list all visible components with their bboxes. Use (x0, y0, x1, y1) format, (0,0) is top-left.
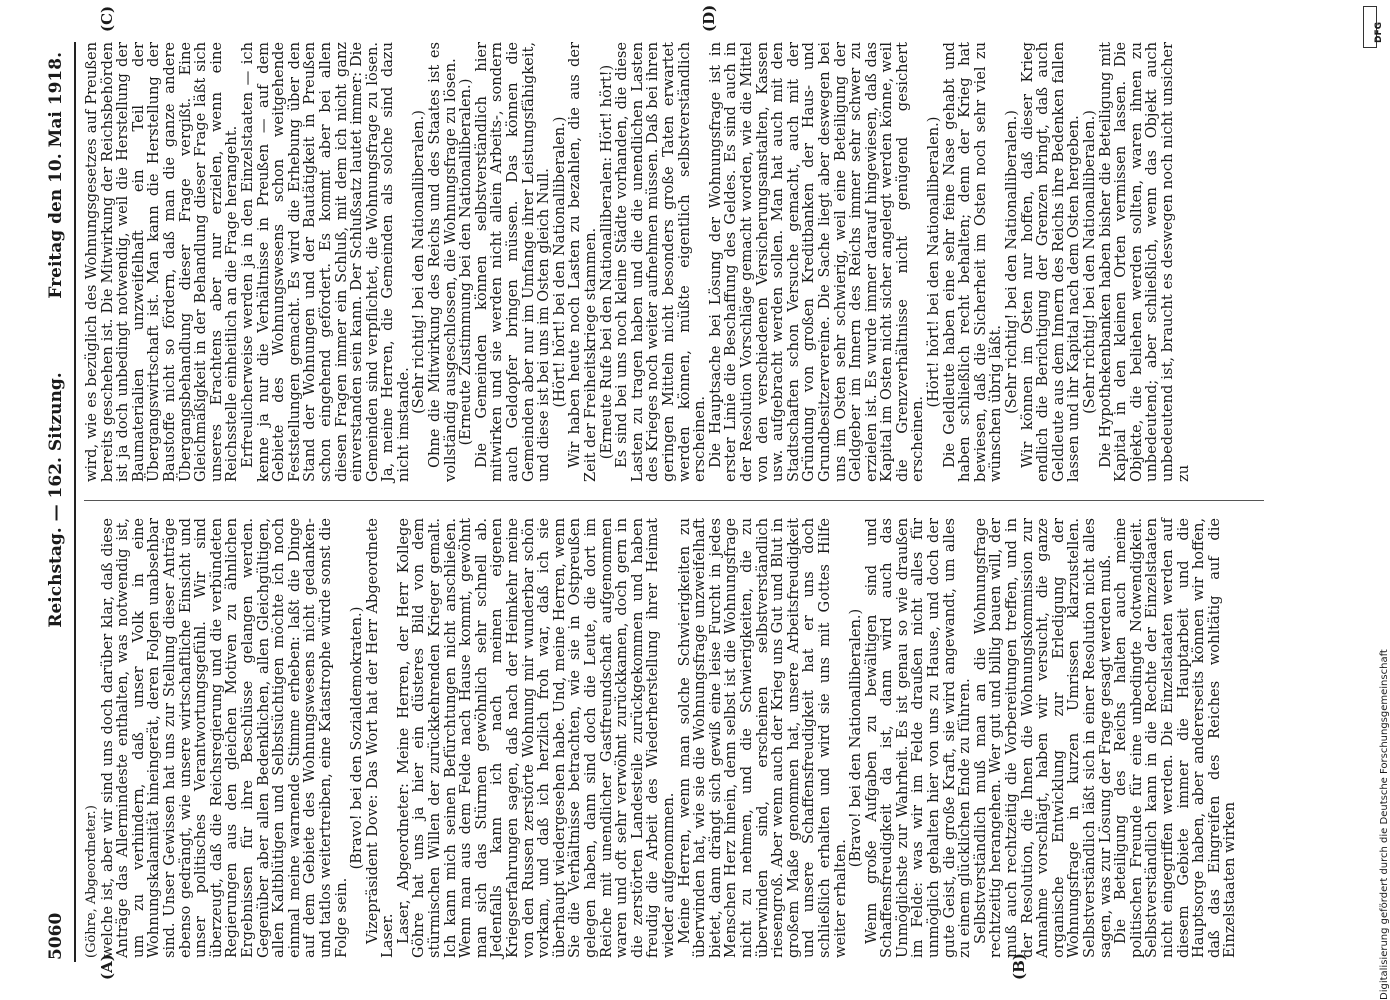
right-column (84, 42, 1264, 482)
interjection: (Sehr richtig! bei den Nationalliberalen.) (410, 110, 428, 414)
paragraph: Die Beteiligung des Reichs halten auch meine politischen Freunde für eine unbedingte Notwendigkeit. Selbstverständlich kann in die Rechte der Einzelstaaten nicht eingegriffen werden. Die Einzelstaaten werden auf diesem Gebiete immer die Hauptarbeit und die Hauptsorge haben, aber andererseits können wir hoffen, daß das Eingreifen des Reiches wohltätig auf die Einzelstaaten wirken (1112, 518, 1239, 958)
paragraph: Wir haben heute noch Lasten zu bezahlen, die aus der Zeit der Freiheitskriege stammen. (566, 42, 599, 482)
paragraph: Vizepräsident Dove: Das Wort hat der Herr Abgeordnete Laser. (363, 518, 397, 958)
paragraph: wird, wie es bezüglich des Wohnungsgesetzes auf Preußen bereits geschehen ist. Die Mitwirkung der Reichsbehörden ist ja doch unbedingt notwendig, weil die Herstellung der Baumaterialien unzweifelhaft ein Teil der Übergangswirtschaft ist. Man kann die Herstellung der Baustoffe nicht so fördern, daß man die ganze andere Übergangsbehandlung dieser Frage vergißt. Eine Gleichmäßigkeit in der Behandlung dieser Frage läßt sich unseres Erachtens aber nur erzielen, wenn eine Reichsstelle einheitlich an die Frage herangeht. (83, 42, 241, 482)
interjection: (Bravo! bei den Sozialdemokraten.) (348, 606, 366, 870)
header-rule (74, 42, 76, 962)
interjection: (Hört! hört! bei den Nationalliberalen.) (925, 116, 943, 408)
interjection: (Erneute Rufe bei den Nationalliberalen: Hört! hört!) (597, 64, 615, 460)
paragraph: Die Hauptsache bei Lösung der Wohnungsfrage ist in erster Linie die Beschaffung des Geldes. Es sind auch in der Resolution Vorschläge gemacht worden, wie die Mittel von den verschiedenen Versicherungsanstalten, Kassen usw. aufgebracht werden sollen. Man hat auch mit den Stadtschaften schon Versuche gemacht, auch mit der Gründung von großen Kreditbanken der Haus- und Grundbesitzervereine. Die Sache liegt aber deswegen bei uns im Osten sehr schwierig, weil eine Beteiligung der Geldgeber im Innern des Reichs immer sehr schwer zu erzielen ist. Es wurde immer darauf hingewiesen, daß das Kapital im Osten nicht sicher angelegt werden könne, weil die Grenzverhältnisse nicht genügend gesichert erscheinen. (706, 42, 927, 482)
interjection: (Sehr richtig! bei den Nationalliberalen.) (1003, 110, 1021, 414)
margin-mark-d: (D) (700, 4, 718, 32)
paragraph: Die Geldleute haben eine sehr feine Nase gehabt und haben schließlich recht behalten; denn der Krieg hat bewiesen, daß die Sicherheit im Osten noch sehr viel zu wünschen übrig läßt. (940, 42, 1005, 482)
session-title: Reichstag. — 162. Sitzung. (46, 372, 66, 628)
margin-mark-b: (B) (1010, 953, 1028, 980)
paragraph: Die Gemeinden können selbstverständlich hier mitwirken und sie werden nicht allein Arbeits-, sondern auch Geldopfer bringen müssen. Das können die Gemeinden aber nur im Umfange ihrer Leistungsfähigkeit, und diese ist bei uns im Osten gleich Null. (472, 42, 553, 482)
interjection: (Erneute Zustimmung bei den Nationalliberalen.) (457, 78, 475, 446)
dfg-logo: DFG (1363, 6, 1377, 48)
paragraph: Wir können im Osten nur hoffen, daß dieser Krieg endlich die Berichtigung der Grenzen bringt, daß auch Geldleute aus dem Innern des Reichs ihre Bedenken fallen lassen und ihr Kapital nach dem Osten hergeben. (1018, 42, 1083, 482)
paragraph: welche ist, aber wir sind uns doch darüber klar, daß diese Anträge das Allermindeste enthalten, was notwendig ist, um zu verhindern, daß unser Volk in eine Wohnungskalamität hineingerät, deren Folgen unabsehbar sind. Unser Gewissen hat uns zur Stellung dieser Anträge ebenso gedrängt, wie unsere wirtschaftliche Einsicht und unser politisches Verantwortungsgefühl. Wir sind überzeugt, daß die Reichsregierung und die verbündeten Regierungen aus den gleichen Motiven zu ähnlichen Ergebnissen für ihre Beschlüsse gelangen werden. Gegenüber aber allen Bedenklichen, allen Gleichgültigen, allen Kaltblütigen und Selbstsüchtigen möchte ich noch einmal meine warnende Stimme erheben: laßt die Dinge auf dem Gebiete des Wohnungswesens nicht gedanken- und tatlos weitertreiben, eine Katastrophe würde sonst die Folge sein. (98, 518, 350, 958)
margin-mark-c: (C) (98, 5, 116, 32)
speaker-note: (Göhre, Abgeordneter.) (84, 805, 99, 958)
session-date: Freitag den 10. Mai 1918. (46, 52, 66, 299)
paragraph: Die Hypothekenbanken haben bisher die Beteiligung mit Kapital in den kleinen Orten vermissen lassen. Die Objekte, die beliehen werden sollten, waren ihnen zu unbedeutend; aber schließlich, wenn das Objekt auch unbedeutend ist, braucht es deswegen noch nicht unsicher zu (1096, 42, 1192, 482)
margin-mark-a: (A) (98, 954, 116, 980)
paragraph: Wenn große Aufgaben zu bewältigen sind und Schaffensfreudigkeit da ist, dann wird auch das Unmöglichste zur Wahrheit. Es ist genau so wie draußen im Felde: was wir im Felde draußen nicht alles für unmöglich gehalten hier von uns zu Hause, und doch der gute Geist, die große Kraft, sie wird angewandt, um alles zu einem glücklichen Ende zu führen. (862, 518, 974, 958)
left-column (84, 518, 1264, 958)
paragraph: Ohne die Mitwirkung des Reichs und des Staates ist es vollständig ausgeschlossen, die Wohnungsfrage zu lösen. (426, 42, 459, 482)
paragraph: Meine Herren, wenn man solche Schwierigkeiten zu überwinden hat, wie sie die Wohnungsfrage unzweifelhaft bietet, dann drängt sich gewiß eine leise Furcht in jedes Menschen Herz hinein, denn selbst ist die Wohnungsfrage nicht zu nehmen, und die Schwierigkeiten, die zu überwinden sind, erscheinen selbstverständlich riesengroß. Aber wenn auch der Krieg uns Gut und Blut in großem Maße genommen hat, unsere Arbeitsfreudigkeit und unsere Schaffensfreudigkeit hat er uns doch schließlich erhalten und wird sie uns mit Gottes Hilfe weiter erhalten. (675, 518, 849, 958)
interjection: (Hört! hört! bei den Nationalliberalen.) (550, 116, 568, 408)
interjection: (Bravo! bei den Nationalliberalen.) (847, 608, 865, 868)
paragraph: Selbstverständlich muß man an die Wohnungsfrage rechtzeitig herangehen. Wer gut und billig bauen will, der muß auch rechtzeitig die Vorbereitungen treffen, und in der Resolution, die Ihnen die Wohnungskommission zur Annahme vorschlägt, haben wir versucht, die ganze organische Entwicklung zur Erledigung der Wohnungsfrage in kurzen Umrissen klarzustellen. Selbstverständlich läßt sich in einer Resolution nicht alles sagen, was zur Lösung der Frage gesagt werden muß. (971, 518, 1114, 958)
paragraph: Erfreulicherweise werden ja in den Einzelstaaten — ich kenne ja nur die Verhältnisse in Preußen — auf dem Gebiete des Wohnungswesens schon weitgehende Feststellungen gemacht. Es wird die Erhebung über den Stand der Wohnungen und der Bautätigkeit in Preußen schon eingehend gefördert. Es kommt aber bei allen diesen Fragen immer ein Schluß, mit dem ich nicht ganz einverstanden sein kann. Der Schlußsatz lautet immer: Die Gemeinden sind verpflichtet, die Wohnungsfrage zu lösen. Ja, meine Herren, die Gemeinden als solche sind dazu nicht imstande. (238, 42, 412, 482)
paragraph: Laser, Abgeordneter: Meine Herren, der Herr Kollege Göhre hat uns ja hier ein düsteres Bild von dem stürmischen Willen der zurückkehrenden Krieger gemalt. Ich kann mich seinen Befürchtungen nicht anschließen. Wenn man aus dem Felde nach Hause kommt, gewöhnt man sich das Stürmen gewöhnlich sehr schnell ab. Jedenfalls kann ich nach meinen eigenen Kriegserfahrungen sagen, daß nach der Heimkehr meine von den Russen zerstörte Wohnung mir wunderbar schön vorkam, und daß ich herzlich froh war, daß ich sie überhaupt wiedergesehen habe. Und, meine Herren, wenn Sie die Verhältnisse betrachten, wie sie in Ostpreußen gelegen haben, dann sind doch die Leute, die dort im Reiche mit unendlicher Gastfreundschaft aufgenommen waren und oft sehr verwöhnt zurückkamen, doch gern in die zerstörten Landesteile zurückgekommen und haben freudig die Arbeit des Wiederherstellung ihrer Heimat wieder aufgenommen. (394, 518, 677, 958)
paragraph: Es sind bei uns noch kleine Städte vorhanden, die diese Lasten zu tragen haben und die die unendlichen Lasten des Krieges noch weiter aufnehmen müssen. Daß bei ihren geringen Mitteln nicht besonders große Taten erwartet werden können, müßte eigentlich selbstverständlich erscheinen. (613, 42, 709, 482)
page-number: 5060 (46, 912, 66, 960)
page-header (40, 0, 74, 1000)
digitization-credit: Digitalisierung gefördert durch die Deutsche Forschungsgemeinschaft (1379, 649, 1390, 1000)
interjection: (Sehr richtig! bei den Nationalliberalen.) (1081, 110, 1098, 414)
column-separator (84, 500, 1264, 501)
